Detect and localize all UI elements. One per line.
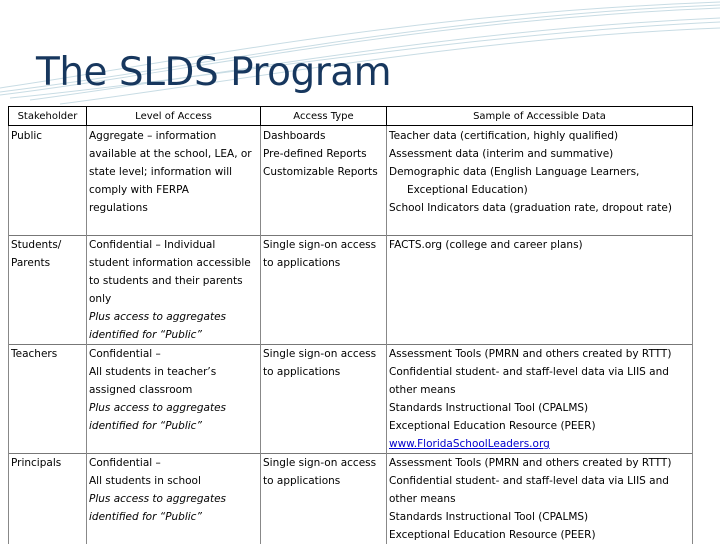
access-type-cell-line: Single sign-on access: [263, 345, 386, 363]
sample-data-cell-line: FACTS.org (college and career plans): [389, 236, 692, 254]
sample-data-cell-line: Assessment data (interim and summative): [389, 145, 692, 163]
access-type-cell: [261, 126, 387, 236]
access-level-cell-line: Confidential –: [89, 345, 260, 363]
table-header-row: [9, 107, 693, 126]
access-level-cell-line: comply with FERPA: [89, 181, 260, 199]
slide-title: The SLDS Program: [36, 50, 391, 95]
table-row: [9, 126, 693, 236]
sample-data-cell-line: Confidential student- and staff-level data via LIIS and: [389, 363, 692, 381]
header-level-of-access: Level of Access: [87, 107, 261, 126]
sample-data-cell-line: Exceptional Education Resource (PEER): [389, 417, 692, 435]
access-level-cell-line: All students in teacher’s: [89, 363, 260, 381]
stakeholder-cell: [9, 236, 87, 345]
access-type-cell-line: Dashboards: [263, 127, 386, 145]
access-type-cell-line: to applications: [263, 472, 386, 490]
access-level-cell: [87, 236, 261, 345]
access-type-cell-line: to applications: [263, 363, 386, 381]
access-level-cell-line: only: [89, 290, 260, 308]
access-level-cell: [87, 126, 261, 236]
sample-data-cell-line: other means: [389, 490, 692, 508]
header-access-type: Access Type: [261, 107, 387, 126]
table-row: [9, 454, 693, 544]
access-level-cell-italic-line: Plus access to aggregates: [89, 308, 260, 326]
sample-data-cell-line: Exceptional Education): [389, 181, 692, 199]
access-type-cell-line: Single sign-on access: [263, 236, 386, 254]
access-level-cell-italic-line: Plus access to aggregates: [89, 399, 260, 417]
table-row: [9, 236, 693, 345]
sample-data-cell-line: Exceptional Education Resource (PEER): [389, 526, 692, 544]
sample-data-cell: [387, 454, 693, 544]
access-level-cell-line: Confidential – Individual: [89, 236, 260, 254]
access-level-cell-line: Confidential –: [89, 454, 260, 472]
access-type-cell-line: Customizable Reports: [263, 163, 386, 181]
access-type-cell-line: Single sign-on access: [263, 454, 386, 472]
access-level-cell-italic-line: identified for “Public”: [89, 417, 260, 435]
access-level-cell: [87, 454, 261, 544]
access-type-cell: [261, 454, 387, 544]
access-level-cell-line: student information accessible: [89, 254, 260, 272]
access-level-cell-italic-line: identified for “Public”: [89, 326, 260, 344]
access-type-cell: [261, 345, 387, 454]
access-level-cell-line: All students in school: [89, 472, 260, 490]
access-level-cell-line: to students and their parents: [89, 272, 260, 290]
stakeholder-access-table: [8, 106, 693, 544]
sample-data-cell-line: Assessment Tools (PMRN and others created by RTTT): [389, 454, 692, 472]
stakeholder-cell-line: Principals: [11, 454, 86, 472]
header-sample-data: Sample of Accessible Data: [387, 107, 693, 126]
sample-data-cell: [387, 126, 693, 236]
access-level-cell-line: available at the school, LEA, or: [89, 145, 260, 163]
access-level-cell-line: regulations: [89, 199, 260, 217]
access-level-cell-line: state level; information will: [89, 163, 260, 181]
header-stakeholder: Stakeholder: [9, 107, 87, 126]
table-row: [9, 345, 693, 454]
stakeholder-cell: [9, 454, 87, 544]
access-level-cell-line: assigned classroom: [89, 381, 260, 399]
stakeholder-cell-line: Public: [11, 127, 86, 145]
sample-data-cell-line: Teacher data (certification, highly qualified): [389, 127, 692, 145]
access-level-cell-line: Aggregate – information: [89, 127, 260, 145]
sample-data-cell: [387, 236, 693, 345]
access-level-cell: [87, 345, 261, 454]
sample-data-cell-line: School Indicators data (graduation rate, dropout rate): [389, 199, 692, 217]
florida-school-leaders-link[interactable]: www.FloridaSchoolLeaders.org: [389, 435, 692, 453]
stakeholder-cell-line: Teachers: [11, 345, 86, 363]
access-level-cell-italic-line: identified for “Public”: [89, 508, 260, 526]
stakeholder-cell: [9, 345, 87, 454]
sample-data-cell-line: Assessment Tools (PMRN and others created by RTTT): [389, 345, 692, 363]
access-type-cell-line: Pre-defined Reports: [263, 145, 386, 163]
sample-data-cell-line: other means: [389, 381, 692, 399]
access-type-cell-line: to applications: [263, 254, 386, 272]
sample-data-cell-line: Standards Instructional Tool (CPALMS): [389, 508, 692, 526]
sample-data-cell-line: Confidential student- and staff-level data via LIIS and: [389, 472, 692, 490]
stakeholder-cell-line: Students/: [11, 236, 86, 254]
stakeholder-cell: [9, 126, 87, 236]
access-level-cell-italic-line: Plus access to aggregates: [89, 490, 260, 508]
stakeholder-cell-line: Parents: [11, 254, 86, 272]
sample-data-cell-line: Demographic data (English Language Learners,: [389, 163, 692, 181]
sample-data-cell-line: Standards Instructional Tool (CPALMS): [389, 399, 692, 417]
sample-data-cell: [387, 345, 693, 454]
access-type-cell: [261, 236, 387, 345]
